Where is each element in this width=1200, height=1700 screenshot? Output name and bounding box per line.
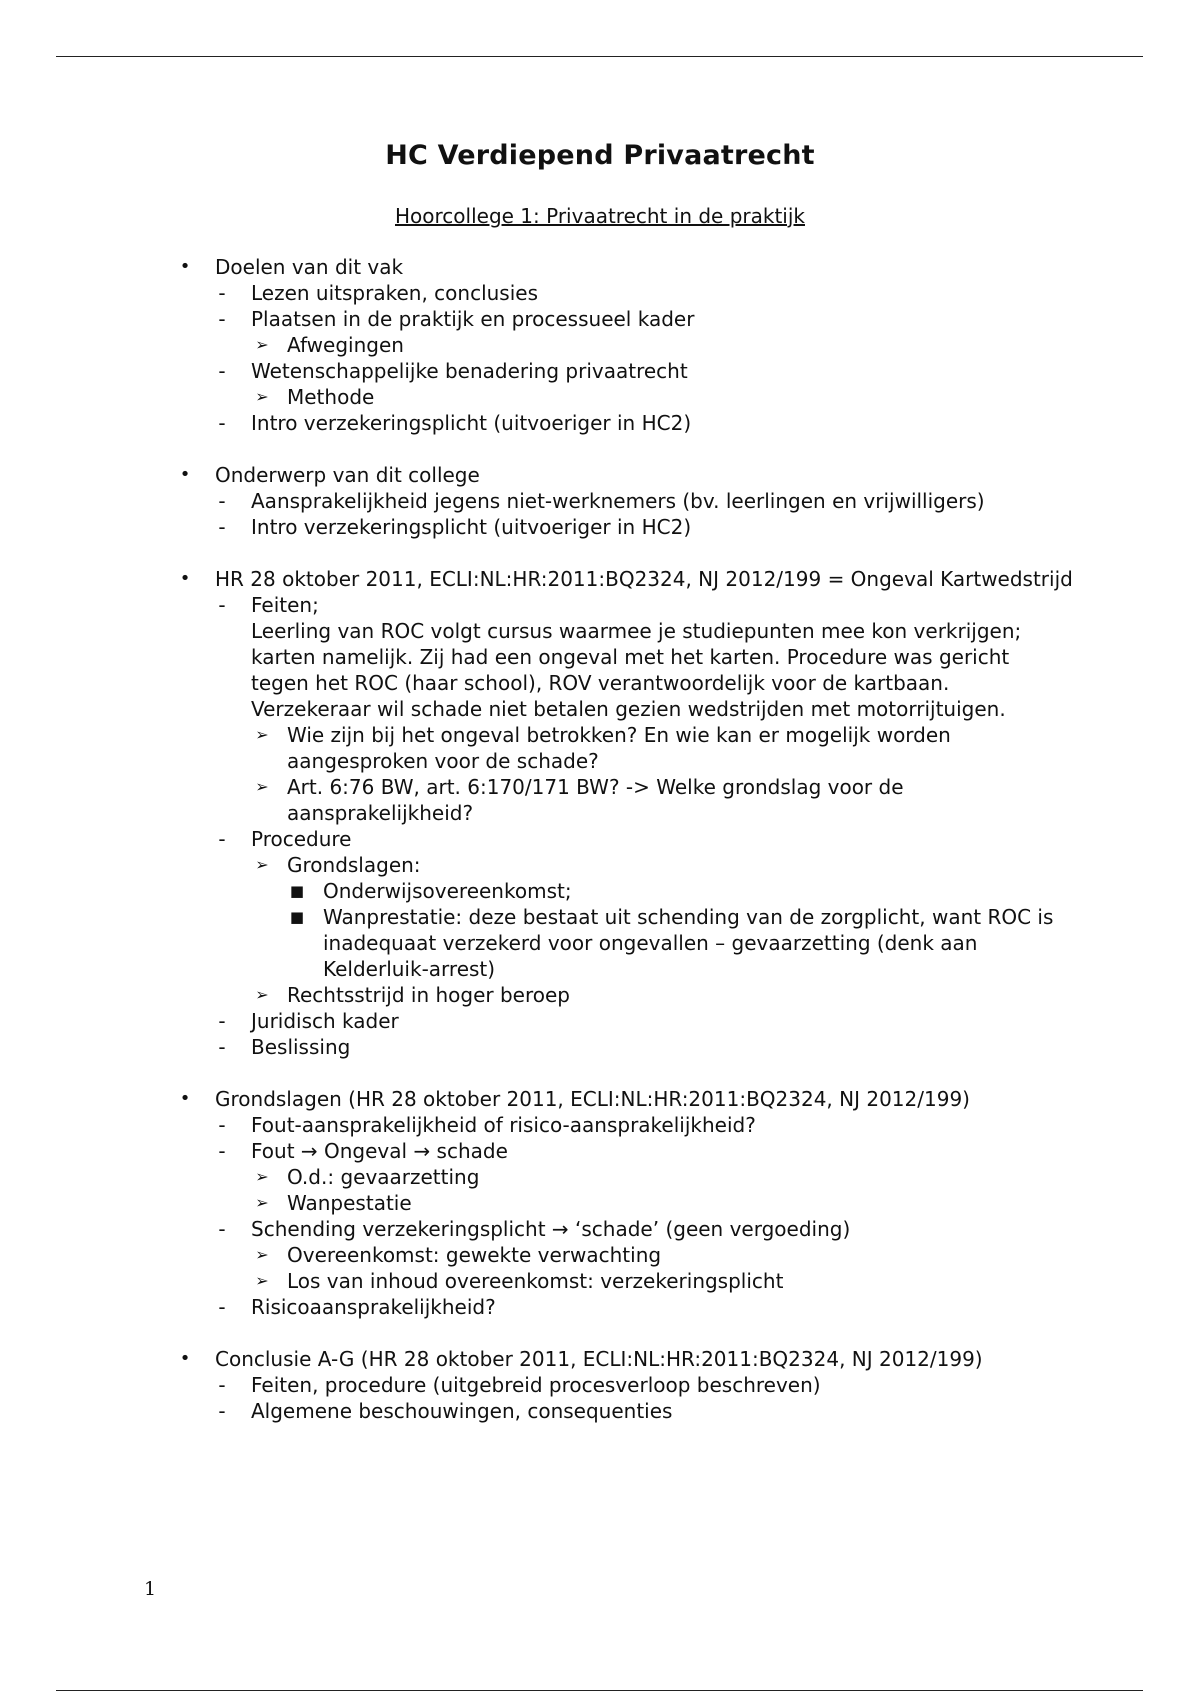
list-item: - Feiten;: [0, 592, 1071, 618]
list-item: - Fout-aansprakelijkheid of risico-aansprakelijkheid?: [0, 1112, 1071, 1138]
square-marker: ■: [289, 908, 305, 926]
arrow-marker: ➢: [255, 725, 269, 744]
arrow-marker: ➢: [255, 387, 269, 406]
bullet-marker: •: [179, 256, 191, 277]
dash-marker: -: [218, 489, 226, 513]
dash-marker: -: [218, 515, 226, 539]
list-subitem: ➢ Methode: [0, 384, 1057, 410]
list-item: - Fout → Ongeval → schade: [0, 1138, 1071, 1164]
list-item: - Procedure: [0, 826, 1071, 852]
arrow-marker: ➢: [255, 1167, 269, 1186]
dash-marker: -: [218, 1295, 226, 1319]
square-marker: ■: [289, 882, 305, 900]
list-subitem: ➢ O.d.: gevaarzetting: [0, 1164, 1057, 1190]
list-item: - Intro verzekeringsplicht (uitvoeriger in HC2): [0, 410, 1071, 436]
dash-marker: -: [218, 281, 226, 305]
bullet-marker: •: [179, 1088, 191, 1109]
list-subitem: ➢ Overeenkomst: gewekte verwachting: [0, 1242, 1057, 1268]
list-item: - Algemene beschouwingen, consequenties: [0, 1398, 1071, 1424]
section-goals: [0, 254, 1200, 436]
list-item: - Lezen uitspraken, conclusies: [0, 280, 1071, 306]
outline-heading: • Doelen van dit vak: [179, 255, 404, 279]
dash-marker: -: [218, 411, 226, 435]
arrow-marker: ➢: [255, 1193, 269, 1212]
arrow-marker: ➢: [255, 777, 269, 796]
list-item: - Schending verzekeringsplicht → ‘schade’ (geen vergoeding): [0, 1216, 1071, 1242]
dash-marker: -: [218, 1399, 226, 1423]
document-subtitle: Hoorcollege 1: Privaatrecht in de praktijk: [395, 204, 805, 228]
arrow-marker: ➢: [255, 335, 269, 354]
bullet-marker: •: [179, 568, 191, 589]
list-item: - Wetenschappelijke benadering privaatrecht: [0, 358, 1071, 384]
list-item: - Beslissing: [0, 1034, 1071, 1060]
list-subitem: ➢ Wie zijn bij het ongeval betrokken? En wie kan er mogelijk worden aangesproken voor de schade?: [0, 722, 1057, 774]
outline-heading: • Onderwerp van dit college: [179, 463, 480, 487]
bottom-rule: [56, 1690, 1143, 1691]
dash-marker: -: [218, 593, 226, 617]
list-subitem: ➢ Grondslagen:: [0, 852, 1057, 878]
bullet-marker: •: [179, 1348, 191, 1369]
document-title: HC Verdiepend Privaatrecht: [385, 140, 815, 171]
outline-heading: • HR 28 oktober 2011, ECLI:NL:HR:2011:BQ2324, NJ 2012/199 = Ongeval Kartwedstrijd: [179, 567, 1073, 591]
outline-heading: • Conclusie A-G (HR 28 oktober 2011, ECLI:NL:HR:2011:BQ2324, NJ 2012/199): [179, 1347, 983, 1371]
section-case: [0, 566, 1200, 1060]
arrow-marker: ➢: [255, 1271, 269, 1290]
list-subsubitem: ■ Wanprestatie: deze bestaat uit schending van de zorgplicht, want ROC is inadequaat verzekerd voor ongevallen – gevaarzetting (denk aan Kelderluik-arrest): [289, 905, 1054, 981]
list-subsubitem: ■ Onderwijsovereenkomst;: [289, 879, 572, 903]
bullet-marker: •: [179, 464, 191, 485]
dash-marker: -: [218, 1113, 226, 1137]
list-item: - Intro verzekeringsplicht (uitvoeriger in HC2): [0, 514, 1071, 540]
list-subitem: ➢ Wanpestatie: [0, 1190, 1057, 1216]
section-topic: [0, 462, 1200, 540]
list-item: - Juridisch kader: [0, 1008, 1071, 1034]
list-item: - Risicoaansprakelijkheid?: [0, 1294, 1071, 1320]
dash-marker: -: [218, 1217, 226, 1241]
page-number: 1: [144, 1578, 157, 1600]
list-subitem: ➢ Rechtsstrijd in hoger beroep: [0, 982, 1057, 1008]
dash-marker: -: [218, 1373, 226, 1397]
section-grounds: [0, 1086, 1200, 1320]
list-subitem: ➢ Art. 6:76 BW, art. 6:170/171 BW? -> Welke grondslag voor de aansprakelijkheid?: [0, 774, 1057, 826]
arrow-marker: ➢: [255, 855, 269, 874]
list-item: - Plaatsen in de praktijk en processueel kader: [0, 306, 1071, 332]
list-subitem: ➢ Afwegingen: [0, 332, 1057, 358]
outline-heading: • Grondslagen (HR 28 oktober 2011, ECLI:NL:HR:2011:BQ2324, NJ 2012/199): [179, 1087, 970, 1111]
list-subitem: ➢ Los van inhoud overeenkomst: verzekeringsplicht: [0, 1268, 1057, 1294]
dash-marker: -: [218, 359, 226, 383]
outline: [0, 254, 1200, 1450]
facts-paragraph: Leerling van ROC volgt cursus waarmee je studiepunten mee kon verkrijgen; karten namelijk. Zij had een ongeval met het karten. Procedure was gericht tegen het ROC (haar school), ROV verantwoordelijk voor de kartbaan. Verzekeraar wil schade niet betalen gezien wedstrijden met motorrijtuigen.: [251, 619, 1022, 721]
section-conclusion: [0, 1346, 1200, 1424]
arrow-marker: ➢: [255, 1245, 269, 1264]
dash-marker: -: [218, 1035, 226, 1059]
dash-marker: -: [218, 307, 226, 331]
top-rule: [56, 56, 1143, 57]
dash-marker: -: [218, 1139, 226, 1163]
list-item: - Aansprakelijkheid jegens niet-werknemers (bv. leerlingen en vrijwilligers): [0, 488, 1071, 514]
dash-marker: -: [218, 1009, 226, 1033]
arrow-marker: ➢: [255, 985, 269, 1004]
list-item: - Feiten, procedure (uitgebreid procesverloop beschreven): [0, 1372, 1071, 1398]
dash-marker: -: [218, 827, 226, 851]
